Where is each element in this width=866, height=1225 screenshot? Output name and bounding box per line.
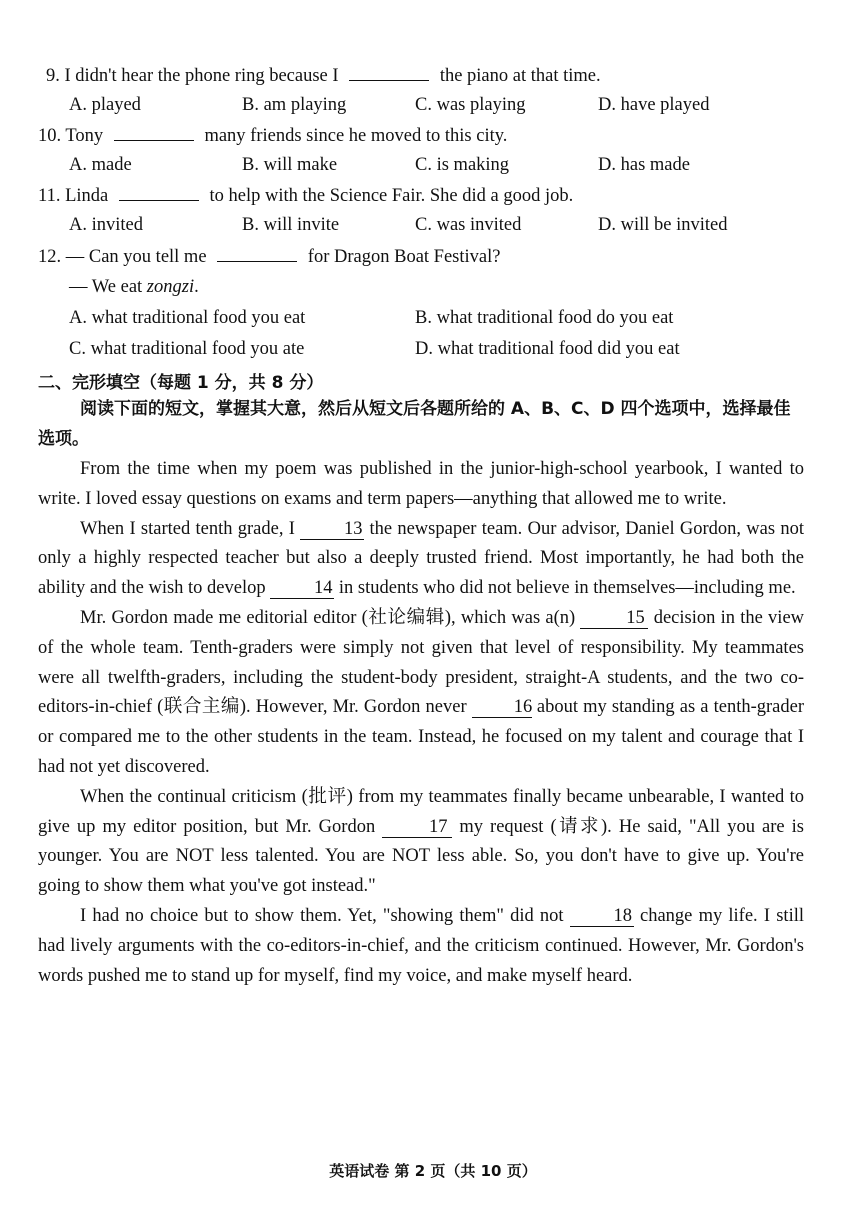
question-stem-after: for Dragon Boat Festival? [307,247,501,267]
blank-15[interactable]: 15 [580,608,648,629]
option-b[interactable]: B. am playing [242,95,347,115]
question-stem-after: the piano at that time. [439,66,601,86]
question-number: 11. [38,186,61,206]
paragraph-5 [38,902,804,991]
question-number: 9. [46,66,60,86]
question-12 [38,245,500,268]
question-9 [46,64,601,87]
paragraph-2 [38,515,804,604]
option-d[interactable]: D. what traditional food did you eat [415,339,680,359]
option-a[interactable]: A. invited [69,215,143,235]
question-number: 12. [38,247,62,267]
question-stem-before: Tony [65,126,104,146]
paragraph-4-text: When the continual criticism (批评) from my teammates finally became unbearable, I wanted to give up my editor position, but Mr. Gordon [38,786,804,837]
blank-14[interactable]: 14 [270,578,334,599]
option-c[interactable]: C. what traditional food you ate [69,339,305,359]
question-11 [38,184,573,207]
option-d[interactable]: D. has made [598,155,690,175]
paragraph-1: From the time when my poem was published in the junior-high-school yearbook, I wanted to write. I loved essay questions on exams and term papers—anything that allowed me to write. [38,459,804,509]
option-b[interactable]: B. what traditional food do you eat [415,308,674,328]
paragraph-2-text: in students who did not believe in themselves—including me. [338,578,796,599]
reply-prefix: — We eat [69,277,143,297]
blank-17[interactable]: 17 [382,817,452,838]
option-c[interactable]: C. was invited [415,215,522,235]
option-d[interactable]: D. have played [598,95,710,115]
question-stem-after: many friends since he moved to this city. [204,126,508,146]
answer-blank[interactable] [119,184,199,201]
option-a[interactable]: A. what traditional food you eat [69,308,306,328]
question-stem-after: to help with the Science Fair. She did a good job. [209,186,574,206]
blank-18[interactable]: 18 [570,906,634,927]
page-footer: 英语试卷 第 2 页（共 10 页） [329,1162,537,1180]
answer-blank[interactable] [114,124,194,141]
option-c[interactable]: C. was playing [415,95,526,115]
question-stem-before: — Can you tell me [65,247,207,267]
passage [38,455,804,991]
option-a[interactable]: A. made [69,155,132,175]
option-b[interactable]: B. will make [242,155,338,175]
section-title: 二、完形填空（每题 1 分，共 8 分） [38,373,324,393]
reply-suffix: . [194,277,199,297]
paragraph-2-text: When I started tenth grade, I [80,518,295,539]
question-10 [38,124,507,147]
answer-blank[interactable] [217,245,297,262]
paragraph-3-text: about my standing as a tenth-grader or compared me to the other students in the team. Instead, he focused on my talent and courage that I had not yet discovered. [38,697,805,777]
section-instruction: 阅读下面的短文，掌握其大意，然后从短文后各题所给的 A、B、C、D 四个选项中，选择最佳选项。 [38,399,791,449]
paragraph-5-text: I had no choice but to show them. Yet, "showing them" did not [80,905,564,926]
question-number: 10. [38,126,62,146]
paragraph-4 [38,783,804,902]
option-a[interactable]: A. played [69,95,141,115]
blank-13[interactable]: 13 [300,519,364,540]
blank-16[interactable]: 16 [472,697,532,718]
option-c[interactable]: C. is making [415,155,510,175]
paragraph-3-text: Mr. Gordon made me editorial editor (社论编辑), which was a(n) [80,607,576,628]
paragraph-3 [38,604,804,783]
paragraph-3-text: decision in the view of the whole team. Tenth-graders were simply not given that level of responsibility. My teammates were all twelfth-graders, including the student-body president, straight-A students, and the two co-editors-in-chief (联合主编). However, Mr. Gordon never [38,607,805,718]
dialogue-reply [69,276,199,298]
question-stem-before: Linda [65,186,109,206]
question-stem-before: I didn't hear the phone ring because I [64,66,339,86]
paragraph-2-text: the newspaper team. Our advisor, Daniel Gordon, was not only a highly respected teacher but also a deeply trusted friend. Most importantly, he had both the ability and the wish to develop [38,518,804,599]
option-b[interactable]: B. will invite [242,215,340,235]
option-d[interactable]: D. will be invited [598,215,728,235]
reply-word: zongzi [146,277,195,297]
paragraph-5-text: change my life. I still had lively arguments with the co-editors-in-chief, and the criticism continued. However, Mr. Gordon's words pushed me to stand up for myself, find my voice, and make myself heard. [38,905,804,986]
paragraph-4-text: my request (请求). He said, "All you are is younger. You are NOT less talented. You are NOT less able. So, you don't have to give up. You're going to show them what you've got instead." [38,816,805,897]
answer-blank[interactable] [349,64,429,81]
